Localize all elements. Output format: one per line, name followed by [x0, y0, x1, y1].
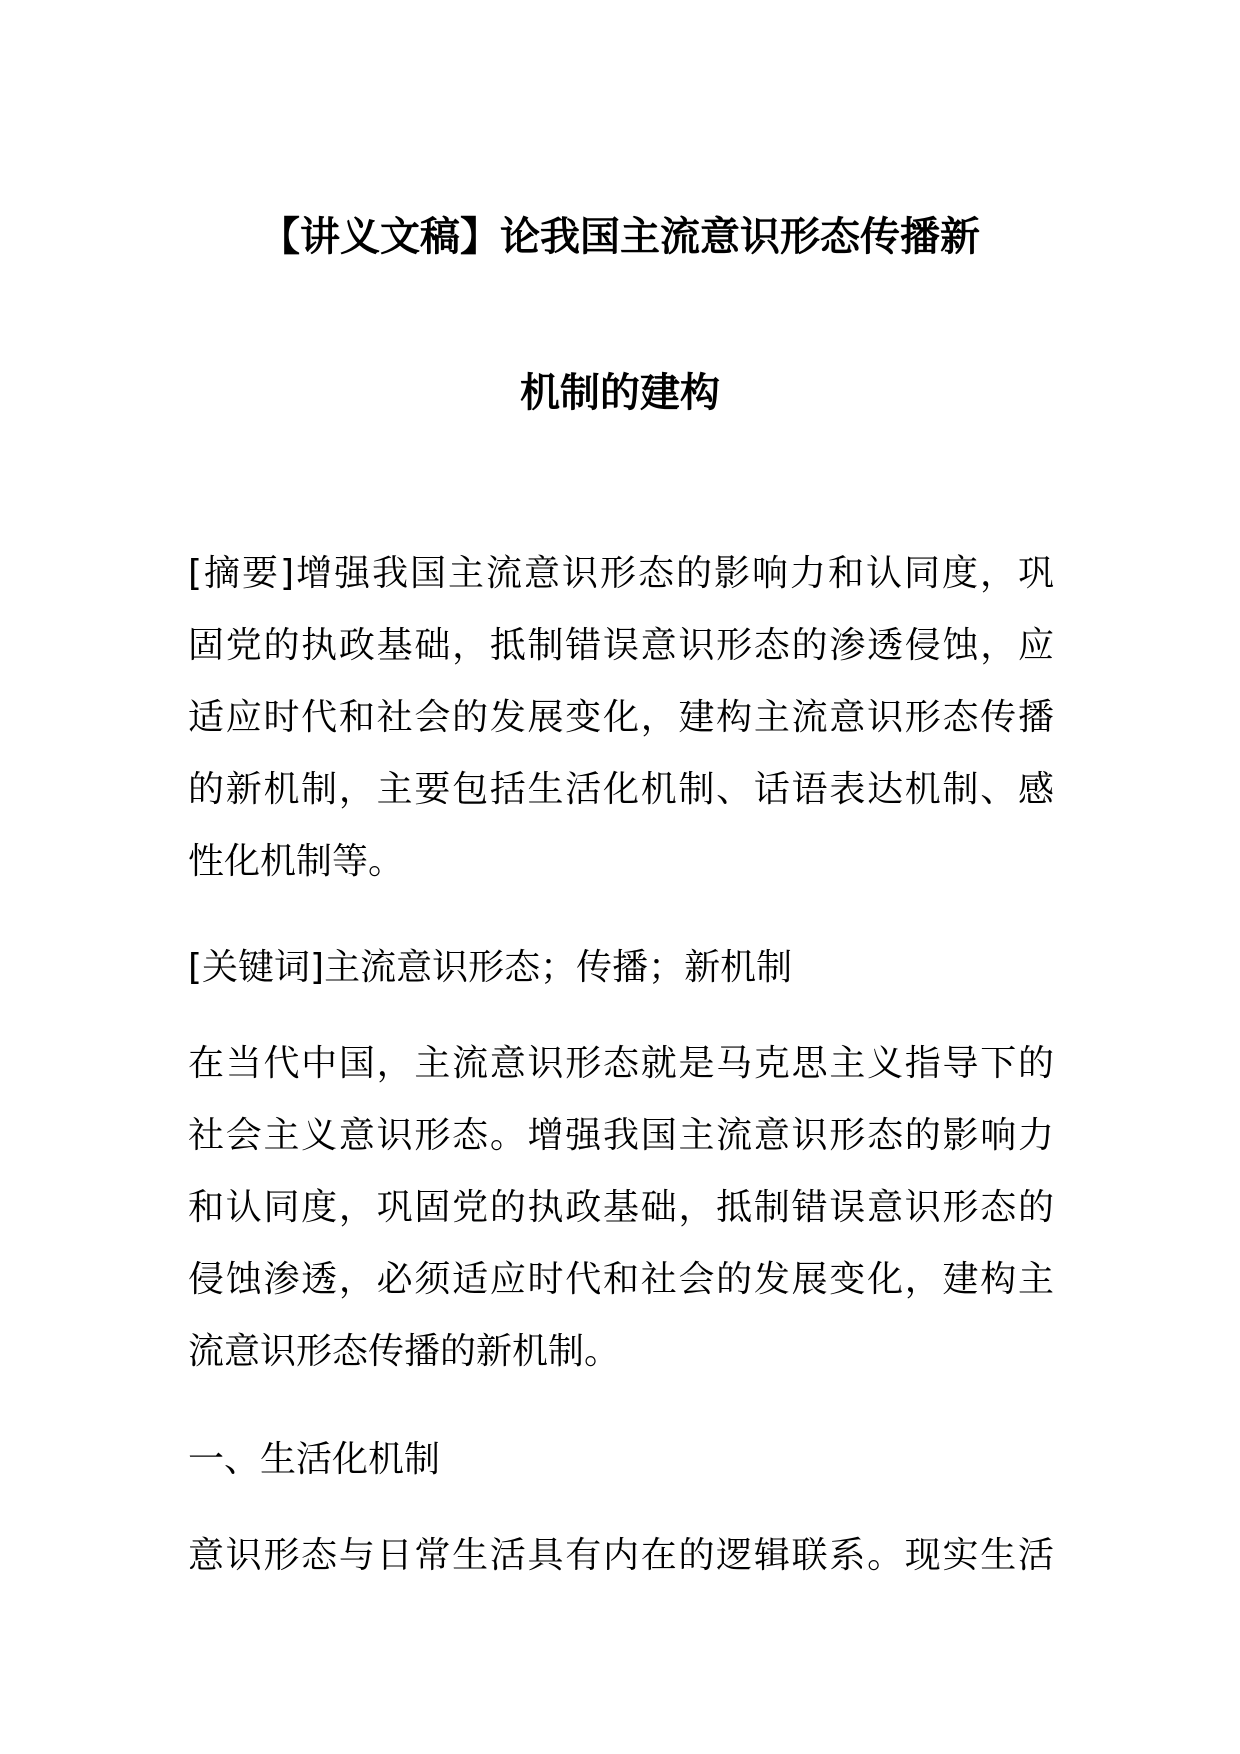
section-heading	[188, 1424, 1054, 1496]
intro-line: 侵蚀渗透，必须适应时代和社会的发展变化，建构主	[188, 1259, 1054, 1300]
abstract-line: 固党的执政基础，抵制错误意识形态的渗透侵蚀，应	[188, 625, 1054, 666]
keywords-line: [关键词]主流意识形态；传播；新机制	[188, 947, 793, 988]
intro-line: 和认同度，巩固党的执政基础，抵制错误意识形态的	[188, 1187, 1054, 1228]
section-paragraph	[188, 1520, 1054, 1592]
document-title-line-2: 机制的建构	[520, 370, 720, 416]
intro-line: 社会主义意识形态。增强我国主流意识形态的影响力	[188, 1115, 1054, 1156]
abstract-line: 性化机制等。	[188, 841, 405, 882]
abstract-line: 的新机制，主要包括生活化机制、话语表达机制、感	[188, 769, 1054, 810]
intro-line: 在当代中国，主流意识形态就是马克思主义指导下的	[188, 1043, 1054, 1084]
abstract-line: [摘要]增强我国主流意识形态的影响力和认同度，巩	[188, 553, 1054, 594]
intro-line: 流意识形态传播的新机制。	[188, 1331, 621, 1372]
section-heading-text: 一、生活化机制	[188, 1439, 441, 1480]
section-line: 意识形态与日常生活具有内在的逻辑联系。现实生活	[188, 1535, 1054, 1576]
keywords-paragraph	[188, 932, 1054, 1004]
document-title-line-1: 【讲义文稿】论我国主流意识形态传播新	[260, 214, 980, 260]
intro-paragraph	[188, 1028, 1054, 1388]
abstract-line: 适应时代和社会的发展变化，建构主流意识形态传播	[188, 697, 1054, 738]
abstract-paragraph	[188, 538, 1054, 898]
